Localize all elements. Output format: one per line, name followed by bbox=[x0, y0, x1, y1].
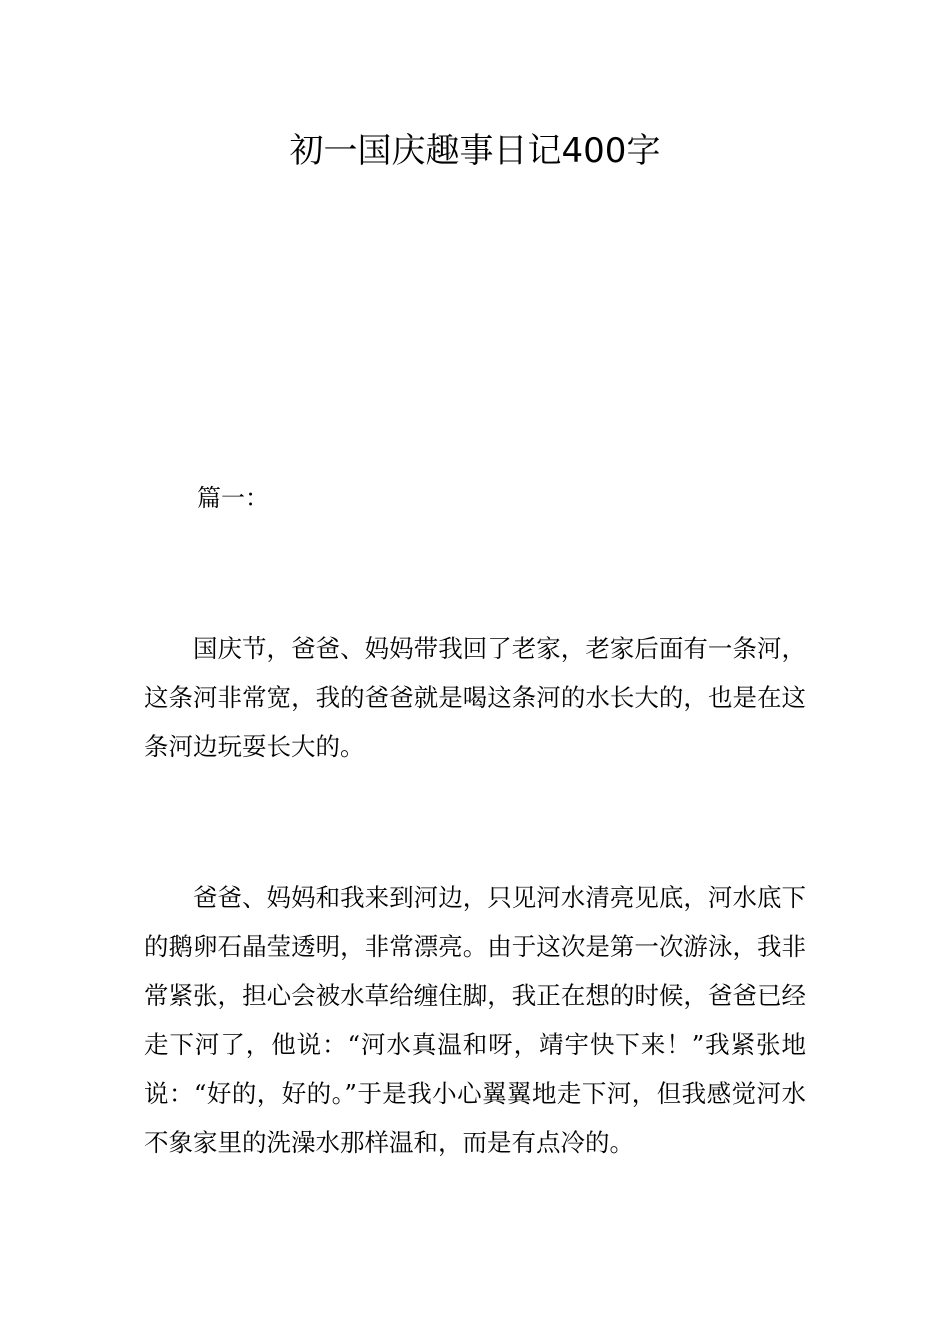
section-label: 篇一： bbox=[197, 484, 269, 512]
paragraph-1: 国庆节，爸爸、妈妈带我回了老家，老家后面有一条河，这条河非常宽，我的爸爸就是喝这条河的水长大的，也是在这条河边玩耍长大的。 bbox=[144, 634, 806, 761]
paragraph-2: 爸爸、妈妈和我来到河边，只见河水清亮见底，河水底下的鹅卵石晶莹透明，非常漂亮。由于这次是第一次游泳，我非常紧张，担心会被水草给缠住脚，我正在想的时候，爸爸已经走下河了，他说：“河水真温和呀，靖宇快下来！”我紧张地说：“好的，好的。”于是我小心翼翼地走下河，但我感觉河水不象家里的洗澡水那样温和，而是有点冷的。 bbox=[144, 883, 806, 1157]
document-title: 初一国庆趣事日记400字 bbox=[289, 131, 661, 171]
